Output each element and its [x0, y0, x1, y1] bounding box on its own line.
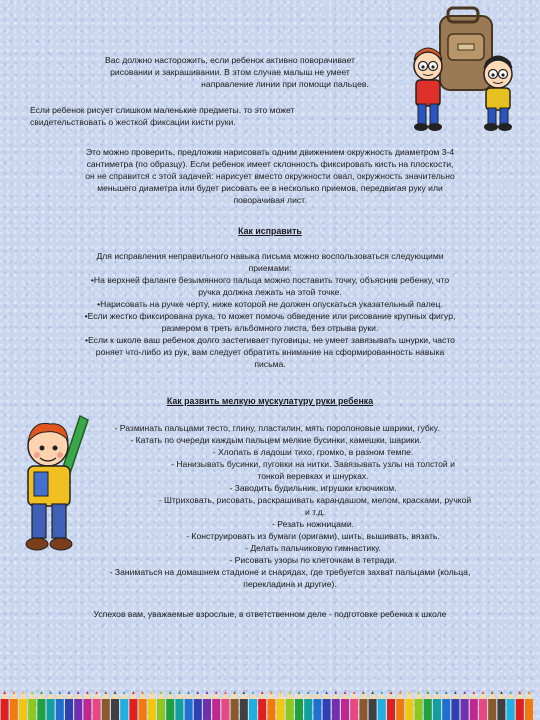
pencil-lead [123, 691, 126, 694]
pencil-lead [491, 691, 494, 694]
pencil-lead [344, 691, 347, 694]
pencil-lead [68, 691, 71, 694]
text-line: направление линии при помощи пальцев. [201, 79, 369, 89]
pencil-lead [243, 691, 246, 694]
text-line: - Разминать пальцами тесто, глину, пластилин, мять поролоновые шарики, губку. [114, 423, 440, 433]
pencil-body [83, 699, 91, 720]
text-line: Если ребенок рисует слишком маленькие предметы, то это может [30, 105, 295, 115]
pencil-lead [463, 691, 466, 694]
pencil-body [350, 699, 358, 720]
text-line: размером в треть альбомного листа, без отрыва руки. [161, 323, 379, 333]
pencil-lead [77, 691, 80, 694]
fix-section-heading [0, 226, 540, 236]
pencil-lead [482, 691, 485, 694]
pencil-body [1, 699, 9, 720]
pencil-body [405, 699, 413, 720]
text-line: ручка должна лежать на этой точке. [198, 287, 342, 297]
pencil-body [507, 699, 515, 720]
list-item [40, 494, 530, 518]
pencil-lead [316, 691, 319, 694]
pencil-body [497, 699, 505, 720]
pencil-body [470, 699, 478, 720]
pencil-body [148, 699, 156, 720]
pencil-body [359, 699, 367, 720]
pencil-lead [353, 691, 356, 694]
pencil-lead [224, 691, 227, 694]
text-line: - Делать пальчиковую гимнастику. [245, 543, 381, 553]
pencil-body [525, 699, 533, 720]
pencil-lead [151, 691, 154, 694]
list-item [28, 274, 512, 298]
pencil-body [120, 699, 128, 720]
pencil-lead [528, 691, 531, 694]
pencil-lead [362, 691, 365, 694]
text-line: •Нарисовать на ручке черту, ниже которой не должен опускаться указательный палец. [97, 299, 443, 309]
pencil-body [74, 699, 82, 720]
pencil-body [166, 699, 174, 720]
pencil-lead [298, 691, 301, 694]
pencil-lead [86, 691, 89, 694]
pencil-body [433, 699, 441, 720]
list-item [40, 518, 530, 530]
pencil-lead [169, 691, 172, 694]
pencil-body [111, 699, 119, 720]
pencil-lead [160, 691, 163, 694]
pencil-lead [307, 691, 310, 694]
text-line: - Резать ножницами. [271, 519, 355, 529]
pencil-body [185, 699, 193, 720]
text-line: тонкой веревках и шнурках. [257, 471, 369, 481]
intro-paragraph-3 [30, 146, 510, 206]
pencil-lead [31, 691, 34, 694]
pencil-body [231, 699, 239, 720]
text-line: Успехов вам, уважаемые взрослые, в ответственном деле - подготовке ребенка к школе [93, 609, 447, 619]
pencil-lead [519, 691, 522, 694]
pencil-body [19, 699, 27, 720]
pencil-body [369, 699, 377, 720]
pencil-lead [473, 691, 476, 694]
pencil-lead [261, 691, 264, 694]
pencil-body [139, 699, 147, 720]
pencil-lead [417, 691, 420, 694]
pencil-body [37, 699, 45, 720]
list-item [40, 482, 530, 494]
pencil-lead [22, 691, 25, 694]
pencil-body [488, 699, 496, 720]
text-line: меньшего диаметра или будет рисовать ее в несколько приемов, передвигая руку или [97, 183, 443, 193]
pencil-lead [105, 691, 108, 694]
pencil-lead [215, 691, 218, 694]
pencil-body [378, 699, 386, 720]
text-line: •На верхней фаланге безымянного пальца можно поставить точку, объяснив ребенку, что [90, 275, 450, 285]
pencil-lead [436, 691, 439, 694]
pencil-body [424, 699, 432, 720]
text-line: письма. [254, 359, 286, 369]
pencil-body [221, 699, 229, 720]
pencil-body [396, 699, 404, 720]
pencil-body [451, 699, 459, 720]
pencil-body [313, 699, 321, 720]
text-line: •Если к школе ваш ребенок долго застегивает пуговицы, не умеет завязывать шнурки, часто [85, 335, 455, 345]
list-item [28, 334, 512, 370]
pencil-lead [289, 691, 292, 694]
pencil-body [258, 699, 266, 720]
text-line: Вас должно насторожить, если ребенок активно поворачивает [105, 55, 355, 65]
pencil-lead [197, 691, 200, 694]
text-line: - Конструировать из бумаги (оригами), шить, вышивать, вязать. [186, 531, 440, 541]
text-line: Это можно проверить, предложив нарисовать одним движением окружность диаметром 3-4 [85, 147, 455, 157]
text-line: Для исправления неправильного навыка письма можно воспользоваться следующими [96, 251, 444, 261]
pencil-lead [40, 691, 43, 694]
text-line: перекладина и другие). [243, 579, 337, 589]
text-line: - Катать по очереди каждым пальцем мелкие бусинки, камешки, шарики. [130, 435, 422, 445]
pencil-body [415, 699, 423, 720]
text-line: он не справится с этой задачей: нарисует вместо окружности овал, окружность значительно [85, 171, 455, 181]
pencil-lead [500, 691, 503, 694]
heading-text: Как исправить [238, 226, 302, 236]
pencil-body [387, 699, 395, 720]
text-line: и т.д. [305, 507, 325, 517]
children-with-backpack-icon [402, 4, 522, 134]
fix-section-list [28, 274, 512, 370]
text-line: роняет что-либо из рук, вам следует обратить внимание на сформированность навыка [95, 347, 445, 357]
pencil-body [129, 699, 137, 720]
pencil-lead [233, 691, 236, 694]
pencil-lead [59, 691, 62, 694]
pencil-body [47, 699, 55, 720]
list-item [40, 554, 530, 566]
text-line: приемами: [248, 263, 292, 273]
list-item [40, 434, 530, 446]
pencil-body [295, 699, 303, 720]
text-line: - Штриховать, рисовать, раскрашивать карандашом, мелом, красками, ручкой [158, 495, 472, 505]
text-line: •Если жестко фиксирована рука, то может помочь обведение или рисование крупных фигур, [84, 311, 456, 321]
text-line: - Заниматься на домашнем стадионе и снарядах, где требуется захват пальцами (кольца, [109, 567, 471, 577]
pencil-body [286, 699, 294, 720]
pencil-body [175, 699, 183, 720]
text-line: - Заводить будильник, игрушки ключиком. [229, 483, 397, 493]
closing-text [20, 608, 520, 620]
pencil-body [65, 699, 73, 720]
intro-paragraph-2 [30, 104, 400, 128]
pencil-lead [371, 691, 374, 694]
pencil-lead [95, 691, 98, 694]
text-line: свидетельствовать о жесткой фиксации кисти руки. [30, 117, 236, 127]
list-item [28, 310, 512, 334]
pencil-body [267, 699, 275, 720]
pencil-lead [3, 691, 6, 694]
pencil-lead [114, 691, 117, 694]
pencil-body [157, 699, 165, 720]
pencil-body [332, 699, 340, 720]
text-line: - Хлопать в ладоши тихо, громко, в разном темпе. [212, 447, 414, 457]
pencil-lead [270, 691, 273, 694]
pencil-body [10, 699, 18, 720]
pencil-body [277, 699, 285, 720]
pencil-body [442, 699, 450, 720]
list-item [40, 422, 530, 434]
pencil-lead [381, 691, 384, 694]
text-line: - Рисовать узоры по клеточкам в тетради. [229, 555, 397, 565]
pencil-body [56, 699, 64, 720]
pencil-lead [49, 691, 52, 694]
text-line: сантиметра (по образцу). Если ребенок имеет склонность фиксировать кисть на плоскости, [86, 159, 454, 169]
text-line: поворачивая лист. [233, 195, 307, 205]
pencil-lead [141, 691, 144, 694]
list-item [28, 298, 512, 310]
pencil-lead [325, 691, 328, 694]
pencil-lead [454, 691, 457, 694]
list-item [40, 446, 530, 458]
pencil-lead [132, 691, 135, 694]
pencil-lead [427, 691, 430, 694]
motor-section-heading [0, 396, 540, 406]
pencil-lead [335, 691, 338, 694]
motor-section-list [40, 422, 530, 590]
fix-section-intro [30, 250, 510, 274]
pencil-body [461, 699, 469, 720]
pencil-body [212, 699, 220, 720]
pencil-lead [399, 691, 402, 694]
pencil-body [93, 699, 101, 720]
colored-pencils-border-icon [0, 690, 540, 720]
pencil-lead [13, 691, 16, 694]
pencil-lead [408, 691, 411, 694]
list-item [40, 566, 530, 590]
intro-paragraph-1 [60, 54, 400, 90]
pencil-body [323, 699, 331, 720]
pencil-body [249, 699, 257, 720]
pencil-lead [509, 691, 512, 694]
pencil-body [102, 699, 110, 720]
pencil-lead [390, 691, 393, 694]
text-line: рисовании и закрашивании. В этом случае малыш не умеет [110, 67, 350, 77]
pencil-lead [206, 691, 209, 694]
pencil-body [203, 699, 211, 720]
pencil-body [28, 699, 36, 720]
heading-text: Как развить мелкую мускулатуру руки ребенка [166, 396, 374, 406]
pencil-body [516, 699, 524, 720]
text-line: - Нанизывать бусинки, пуговки на нитки. Завязывать узлы на толстой и [171, 459, 455, 469]
pencil-lead [445, 691, 448, 694]
list-item [40, 458, 530, 482]
pencil-body [479, 699, 487, 720]
list-item [40, 530, 530, 542]
pencil-body [194, 699, 202, 720]
pencil-body [240, 699, 248, 720]
pencil-body [341, 699, 349, 720]
pencil-lead [178, 691, 181, 694]
pencil-lead [187, 691, 190, 694]
pencil-lead [252, 691, 255, 694]
pencil-body [304, 699, 312, 720]
list-item [40, 542, 530, 554]
pencil-lead [279, 691, 282, 694]
